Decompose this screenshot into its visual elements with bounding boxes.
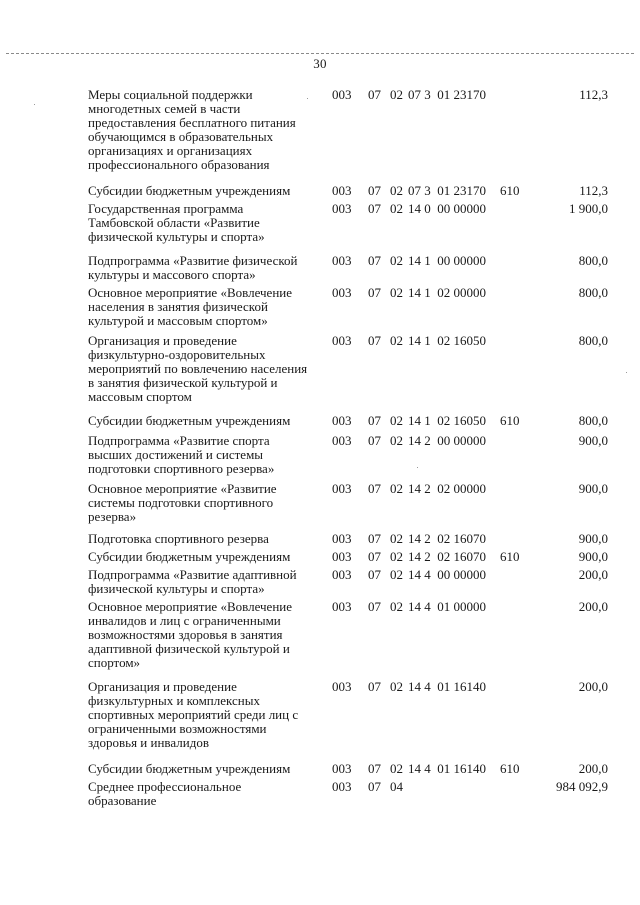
row-target-article-code: 14 0 00 00000 bbox=[408, 201, 486, 216]
row-section-code: 07 bbox=[368, 679, 381, 694]
row-admin-code: 003 bbox=[332, 413, 352, 428]
row-target-article-code: 14 2 02 00000 bbox=[408, 481, 486, 496]
row-admin-code: 003 bbox=[332, 531, 352, 546]
table-row bbox=[88, 414, 608, 428]
row-section-code: 07 bbox=[368, 201, 381, 216]
table-row bbox=[88, 532, 608, 546]
row-amount: 200,0 bbox=[578, 567, 608, 582]
row-target-article-code: 14 2 02 16070 bbox=[408, 531, 486, 546]
row-amount: 112,3 bbox=[579, 183, 608, 198]
row-section-code: 07 bbox=[368, 413, 381, 428]
row-amount: 900,0 bbox=[578, 481, 608, 496]
table-row bbox=[88, 568, 608, 596]
page-number: 30 bbox=[313, 56, 327, 71]
row-subsection-code: 02 bbox=[390, 253, 403, 268]
row-section-code: 07 bbox=[368, 761, 381, 776]
row-target-article-code: 14 4 01 16140 bbox=[408, 761, 486, 776]
row-name: Организация и проведение физкультурных и комплексных спортивных мероприятий среди лиц с ограниченными возможностями здоровья и инвалидов bbox=[88, 679, 299, 750]
row-admin-code: 003 bbox=[332, 599, 352, 614]
row-target-article-code: 14 4 00 00000 bbox=[408, 567, 486, 582]
table-row bbox=[88, 550, 608, 564]
scan-speck bbox=[307, 98, 308, 99]
row-name: Субсидии бюджетным учреждениям bbox=[88, 761, 291, 776]
row-target-article-code: 14 4 01 00000 bbox=[408, 599, 486, 614]
row-target-article-code: 14 2 02 16070 bbox=[408, 549, 486, 564]
row-section-code: 07 bbox=[368, 549, 381, 564]
row-section-code: 07 bbox=[368, 433, 381, 448]
row-target-article-code: 14 1 02 16050 bbox=[408, 333, 486, 348]
row-admin-code: 003 bbox=[332, 549, 352, 564]
row-section-code: 07 bbox=[368, 285, 381, 300]
row-admin-code: 003 bbox=[332, 679, 352, 694]
row-admin-code: 003 bbox=[332, 333, 352, 348]
row-target-article-code: 07 3 01 23170 bbox=[408, 183, 486, 198]
row-name: Подпрограмма «Развитие физической культуры и массового спорта» bbox=[88, 253, 298, 282]
row-name: Подпрограмма «Развитие адаптивной физической культуры и спорта» bbox=[88, 567, 297, 596]
row-amount: 200,0 bbox=[578, 679, 608, 694]
row-admin-code: 003 bbox=[332, 87, 352, 102]
row-admin-code: 003 bbox=[332, 183, 352, 198]
row-subsection-code: 02 bbox=[390, 549, 403, 564]
row-section-code: 07 bbox=[368, 531, 381, 546]
row-subsection-code: 02 bbox=[390, 433, 403, 448]
row-section-code: 07 bbox=[368, 183, 381, 198]
row-name: Подготовка спортивного резерва bbox=[88, 531, 269, 546]
row-amount: 200,0 bbox=[578, 761, 608, 776]
row-subsection-code: 02 bbox=[390, 531, 403, 546]
table-row bbox=[88, 434, 608, 476]
row-section-code: 07 bbox=[368, 333, 381, 348]
row-admin-code: 003 bbox=[332, 285, 352, 300]
row-subsection-code: 02 bbox=[390, 333, 403, 348]
header-divider bbox=[6, 53, 634, 54]
row-section-code: 07 bbox=[368, 481, 381, 496]
row-amount: 800,0 bbox=[578, 333, 608, 348]
row-admin-code: 003 bbox=[332, 433, 352, 448]
row-name: Основное мероприятие «Развитие системы подготовки спортивного резерва» bbox=[88, 481, 277, 524]
row-amount: 112,3 bbox=[579, 87, 608, 102]
row-subsection-code: 02 bbox=[390, 761, 403, 776]
row-subsection-code: 02 bbox=[390, 285, 403, 300]
row-section-code: 07 bbox=[368, 253, 381, 268]
row-amount: 800,0 bbox=[578, 413, 608, 428]
table-row bbox=[88, 780, 608, 808]
row-amount: 900,0 bbox=[578, 433, 608, 448]
row-admin-code: 003 bbox=[332, 481, 352, 496]
row-admin-code: 003 bbox=[332, 779, 352, 794]
row-name: Организация и проведение физкультурно-оздоровительных мероприятий по вовлечению населения в занятия физической культурой и массовым спортом bbox=[88, 333, 308, 404]
table-row bbox=[88, 286, 608, 328]
row-subsection-code: 02 bbox=[390, 183, 403, 198]
row-target-article-code: 07 3 01 23170 bbox=[408, 87, 486, 102]
row-amount: 200,0 bbox=[578, 599, 608, 614]
row-subsection-code: 02 bbox=[390, 481, 403, 496]
table-row bbox=[88, 202, 608, 244]
row-target-article-code: 14 2 00 00000 bbox=[408, 433, 486, 448]
row-expense-type-code: 610 bbox=[500, 761, 520, 776]
row-admin-code: 003 bbox=[332, 253, 352, 268]
row-subsection-code: 04 bbox=[390, 779, 403, 794]
row-expense-type-code: 610 bbox=[500, 183, 520, 198]
row-target-article-code: 14 1 00 00000 bbox=[408, 253, 486, 268]
row-admin-code: 003 bbox=[332, 567, 352, 582]
row-name: Субсидии бюджетным учреждениям bbox=[88, 549, 291, 564]
table-row bbox=[88, 680, 608, 750]
row-name: Меры социальной поддержки многодетных семей в части предоставления бесплатного питания обучающимся в образовательных организациях и организациях профессионального образования bbox=[88, 87, 296, 172]
row-section-code: 07 bbox=[368, 779, 381, 794]
row-amount: 984 092,9 bbox=[556, 779, 608, 794]
row-expense-type-code: 610 bbox=[500, 549, 520, 564]
table-row bbox=[88, 482, 608, 524]
row-amount: 1 900,0 bbox=[569, 201, 608, 216]
row-subsection-code: 02 bbox=[390, 413, 403, 428]
row-admin-code: 003 bbox=[332, 201, 352, 216]
scan-speck bbox=[34, 104, 35, 105]
row-subsection-code: 02 bbox=[390, 599, 403, 614]
row-amount: 800,0 bbox=[578, 253, 608, 268]
row-name: Субсидии бюджетным учреждениям bbox=[88, 183, 291, 198]
row-name: Подпрограмма «Развитие спорта высших достижений и системы подготовки спортивного резерва» bbox=[88, 433, 275, 476]
table-row bbox=[88, 600, 608, 670]
row-target-article-code: 14 4 01 16140 bbox=[408, 679, 486, 694]
row-amount: 800,0 bbox=[578, 285, 608, 300]
row-name: Субсидии бюджетным учреждениям bbox=[88, 413, 291, 428]
row-amount: 900,0 bbox=[578, 531, 608, 546]
row-section-code: 07 bbox=[368, 567, 381, 582]
scan-speck bbox=[626, 372, 627, 373]
row-target-article-code: 14 1 02 00000 bbox=[408, 285, 486, 300]
row-subsection-code: 02 bbox=[390, 679, 403, 694]
table-row bbox=[88, 254, 608, 282]
row-name: Государственная программа Тамбовской области «Развитие физической культуры и спорта» bbox=[88, 201, 265, 244]
table-row bbox=[88, 334, 608, 404]
row-section-code: 07 bbox=[368, 87, 381, 102]
table-row bbox=[88, 184, 608, 198]
scan-speck bbox=[417, 467, 418, 468]
table-row bbox=[88, 762, 608, 776]
row-subsection-code: 02 bbox=[390, 567, 403, 582]
row-subsection-code: 02 bbox=[390, 87, 403, 102]
row-name: Основное мероприятие «Вовлечение инвалидов и лиц с ограниченными возможностями здоровья в занятия адаптивной физической культурой и спортом» bbox=[88, 599, 293, 670]
row-amount: 900,0 bbox=[578, 549, 608, 564]
row-section-code: 07 bbox=[368, 599, 381, 614]
row-target-article-code: 14 1 02 16050 bbox=[408, 413, 486, 428]
row-subsection-code: 02 bbox=[390, 201, 403, 216]
table-row bbox=[88, 88, 608, 176]
row-name: Среднее профессиональное образование bbox=[88, 779, 242, 808]
row-name: Основное мероприятие «Вовлечение населения в занятия физической культурой и массовым спортом» bbox=[88, 285, 293, 328]
row-admin-code: 003 bbox=[332, 761, 352, 776]
row-expense-type-code: 610 bbox=[500, 413, 520, 428]
